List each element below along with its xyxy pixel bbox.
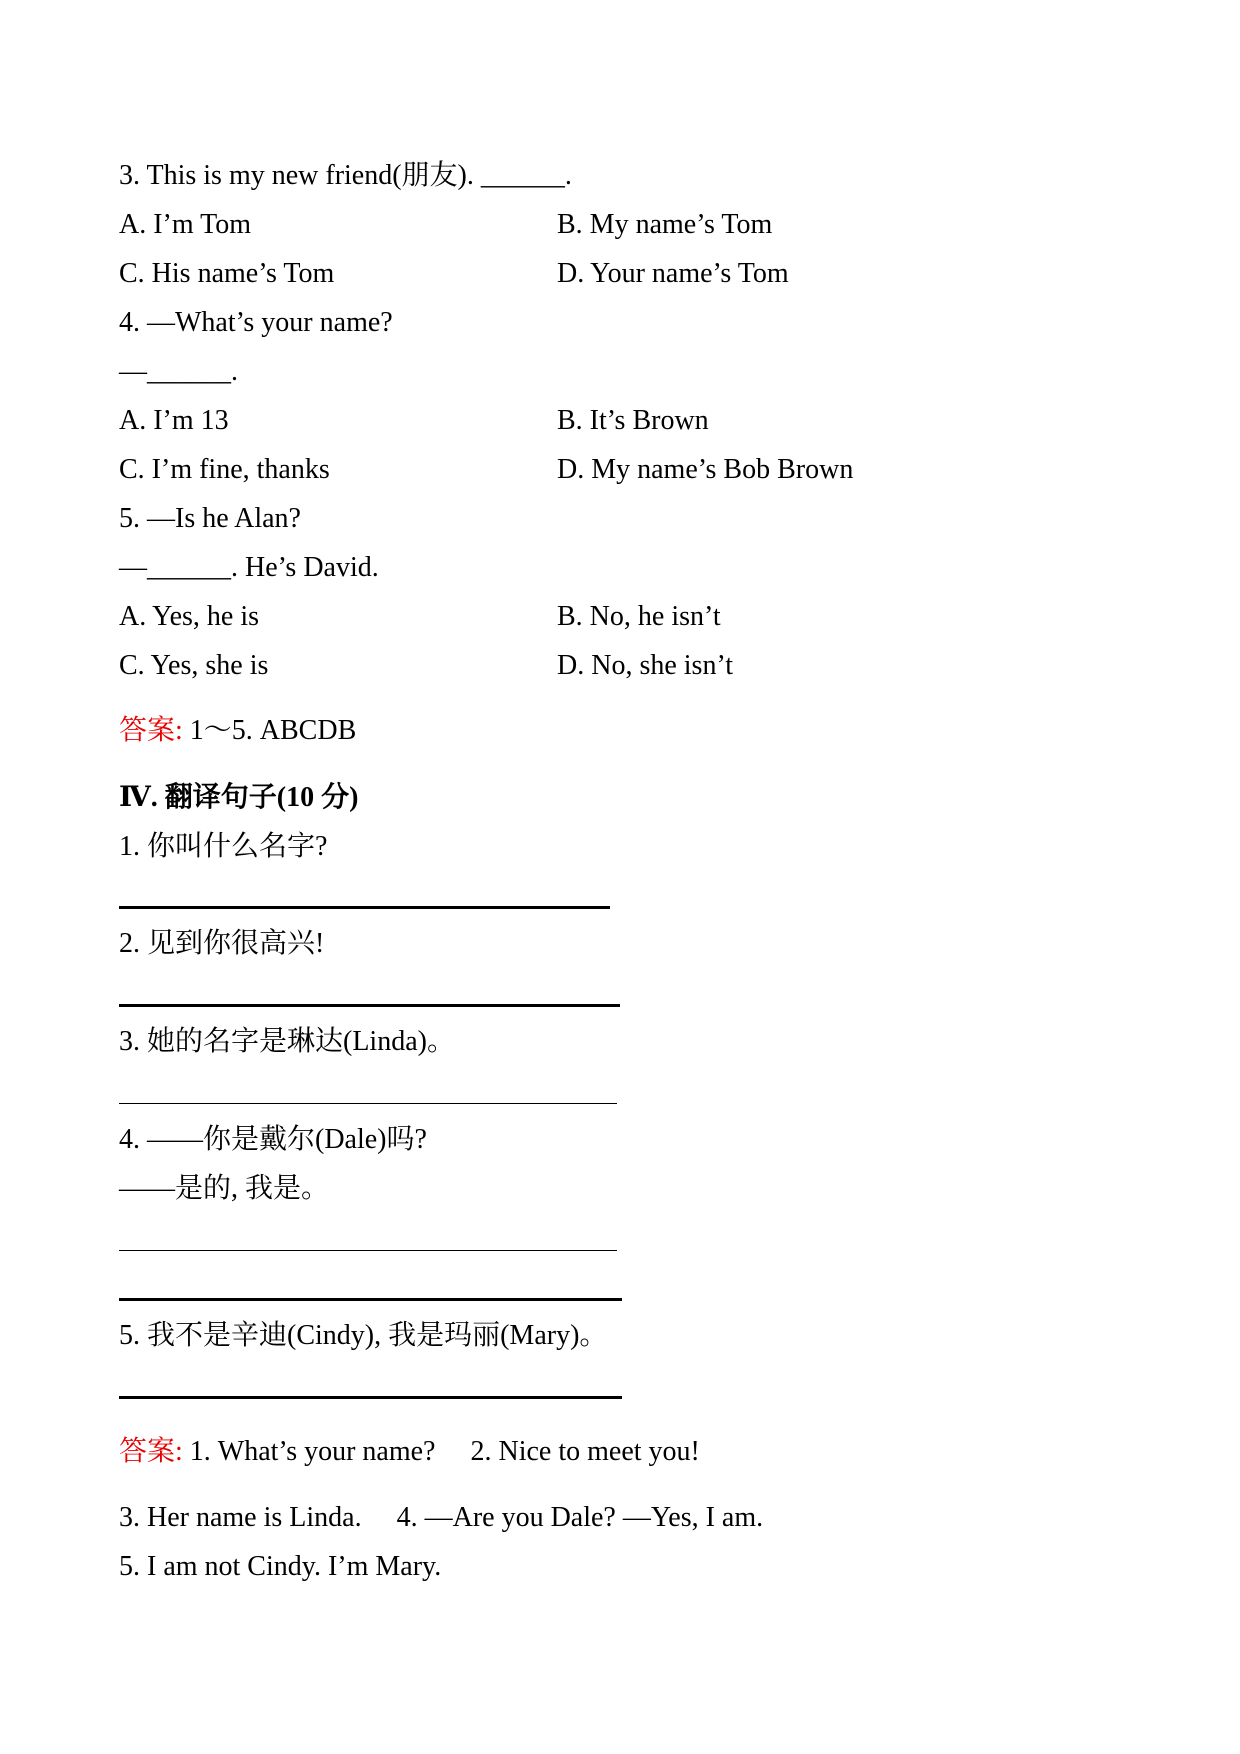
answer-text: 1. What’s your name? 2. Nice to meet you! <box>182 1436 700 1467</box>
q3-option-a: A. I’m Tom <box>119 209 252 240</box>
translate-item-2: 2. 见到你很高兴! <box>119 928 325 959</box>
q5-option-b: B. No, he isn’t <box>557 601 721 632</box>
answer-blank-line <box>119 1103 617 1104</box>
translate-item-5: 5. 我不是辛迪(Cindy), 我是玛丽(Mary)。 <box>119 1320 608 1351</box>
answer-line <box>119 717 356 745</box>
q4-option-d: D. My name’s Bob Brown <box>557 454 854 485</box>
answer-blank-line <box>119 1396 622 1399</box>
question-3-stem: 3. This is my new friend(朋友). ______. <box>119 160 572 191</box>
q5-option-a: A. Yes, he is <box>119 601 260 632</box>
q4-option-c: C. I’m fine, thanks <box>119 454 330 485</box>
question-4-reply: —______. <box>119 356 238 387</box>
answer-label: 答案: <box>119 1436 183 1467</box>
translate-item-4-question: 4. ——你是戴尔(Dale)吗? <box>119 1124 427 1155</box>
q3-option-c: C. His name’s Tom <box>119 258 335 289</box>
question-4-stem: 4. —What’s your name? <box>119 307 393 338</box>
question-5-reply: —______. He’s David. <box>119 552 379 583</box>
q3-option-b: B. My name’s Tom <box>557 209 773 240</box>
answer-blank-line <box>119 1298 622 1301</box>
question-5-stem: 5. —Is he Alan? <box>119 503 301 534</box>
q4-option-a: A. I’m 13 <box>119 405 229 436</box>
translate-item-3: 3. 她的名字是琳达(Linda)。 <box>119 1026 455 1057</box>
answer-blank-line <box>119 1004 620 1007</box>
answer-text: 1～5. ABCDB <box>182 715 357 746</box>
q4-option-b: B. It’s Brown <box>557 405 709 436</box>
answer-blank-line <box>119 906 610 909</box>
answer-line <box>119 1438 700 1466</box>
answer-blank-line <box>119 1250 617 1251</box>
answer-label: 答案: <box>119 715 183 746</box>
q3-option-d: D. Your name’s Tom <box>557 258 789 289</box>
translate-item-4-reply: ——是的, 我是。 <box>119 1173 330 1204</box>
q5-option-c: C. Yes, she is <box>119 650 269 681</box>
answer-line-2: 3. Her name is Linda. 4. —Are you Dale? —Yes, I am. <box>119 1502 764 1533</box>
answer-line-3: 5. I am not Cindy. I’m Mary. <box>119 1551 442 1582</box>
q5-option-d: D. No, she isn’t <box>557 650 734 681</box>
translate-item-1: 1. 你叫什么名字? <box>119 831 328 862</box>
section-heading: Ⅳ. 翻译句子(10 分) <box>119 782 359 813</box>
